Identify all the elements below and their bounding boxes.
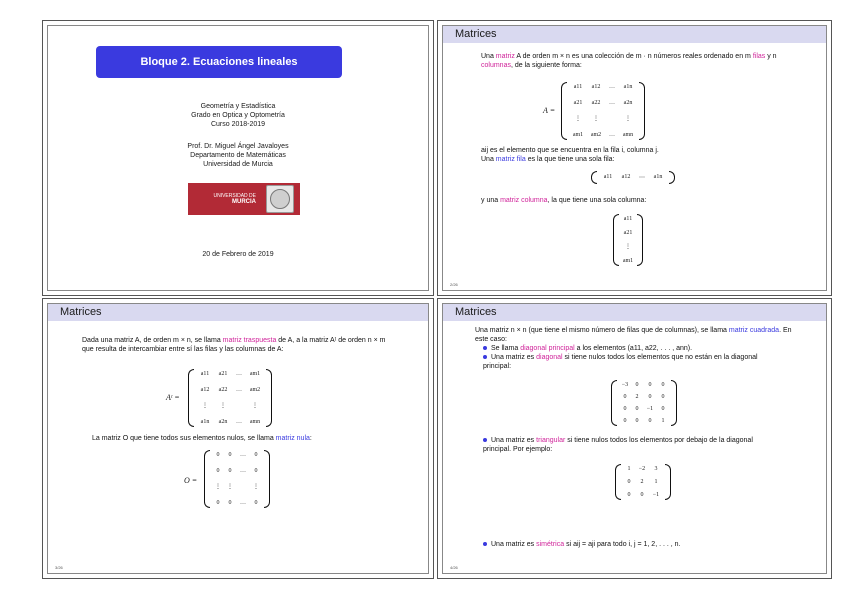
page-number: 4/26 <box>450 565 458 570</box>
matrix-a <box>561 82 645 140</box>
matrix-cell: ⋮ <box>202 403 208 410</box>
matrix-cell: a11 <box>603 174 613 180</box>
matrix-cell: ⋮ <box>227 484 233 491</box>
university-line: Universidad de Murcia <box>203 161 273 168</box>
matrix-cell: 0 <box>228 499 232 506</box>
matrix-cell: a2n <box>623 99 633 106</box>
matrix-cell: a21 <box>623 229 633 236</box>
matrix-cell: ⋮ <box>625 244 631 251</box>
slide-matrices-2 <box>42 298 434 579</box>
slide-frame <box>442 25 827 291</box>
paragraph-row-matrix: Una matriz fila es la que tiene una sola fila: <box>481 156 615 163</box>
keyword-diagonal-principal: diagonal principal <box>520 345 575 352</box>
bullet-diagonal-principal: Se llama diagonal principal a los elementos (a11, a22, . . . , ann). <box>483 344 793 353</box>
seal-icon <box>266 185 294 213</box>
matrix-cell: 0 <box>216 452 220 458</box>
bullet-icon <box>483 542 487 546</box>
matrix-cell: −2 <box>638 466 646 472</box>
paragraph-null-matrix: La matriz O que tiene todos sus elementos nulos, se llama matriz nula: <box>92 435 312 442</box>
matrix-cell: am2 <box>590 131 602 138</box>
matrix-cell: 0 <box>661 394 665 400</box>
slide-frame <box>47 25 429 291</box>
matrix-cell: … <box>609 131 615 138</box>
matrix-cell: 0 <box>228 467 232 474</box>
matrix-cell: 0 <box>254 499 258 506</box>
matrix-cell: 0 <box>648 418 652 424</box>
matrix-cell: a12 <box>621 174 631 180</box>
logo-line-2: MURCIA <box>232 199 256 205</box>
slide-matrices-3 <box>437 298 832 579</box>
matrix-cell: ⋮ <box>575 116 581 123</box>
matrix-a-label: A = <box>543 106 556 115</box>
matrix-o <box>204 450 270 508</box>
matrix-cell: 0 <box>228 452 232 458</box>
keyword-columnas: columnas <box>481 62 511 69</box>
matrix-cell: 1 <box>654 479 658 485</box>
slide-title <box>42 20 434 296</box>
matrix-cell: 0 <box>254 452 258 458</box>
matrix-triangular <box>615 464 671 500</box>
bullet-diagonal: Una matriz es diagonal si tiene nulos todos los elementos que no están en la diagonal principal: <box>483 354 758 370</box>
matrix-cell: ⋮ <box>220 403 226 410</box>
bullet-icon <box>483 438 487 442</box>
slide-frame <box>442 303 827 574</box>
matrix-cell: … <box>236 386 242 393</box>
matrix-cell: 0 <box>648 394 652 400</box>
matrix-cell: ⋮ <box>252 403 258 410</box>
paragraph-definition: Una matriz A de orden m × n es una colección de m · n números reales ordenado en m filas y n columnas, de la siguiente forma: <box>481 53 777 69</box>
matrix-cell: ⋯ <box>639 175 645 181</box>
matrix-cell: amn <box>249 418 261 425</box>
matrix-cell: a11 <box>573 84 583 90</box>
matrix-cell: 0 <box>640 492 644 498</box>
date-line: 20 de Febrero de 2019 <box>202 251 274 258</box>
matrix-cell: a1n <box>200 418 210 425</box>
matrix-cell <box>236 483 250 490</box>
matrix-cell: 1 <box>661 418 665 424</box>
slide-header: Matrices <box>443 304 826 321</box>
matrix-cell: a2n <box>218 418 228 425</box>
matrix-cell: … <box>240 499 246 506</box>
matrix-cell: a22 <box>591 99 601 106</box>
paragraph-element: aij es el elemento que se encuentra en la fila i, columna j. <box>481 147 659 154</box>
matrix-cell: ⋮ <box>625 116 631 123</box>
page-number: 2/26 <box>450 282 458 287</box>
matrix-cell: a12 <box>200 386 210 393</box>
keyword-diagonal: diagonal <box>536 354 563 361</box>
matrix-cell: am1 <box>572 131 584 138</box>
matrix-cell: a21 <box>218 371 228 377</box>
keyword-matriz-cuadrada: matriz cuadrada <box>728 327 780 334</box>
matrix-cell: … <box>609 99 615 106</box>
bullet-icon <box>483 355 487 359</box>
bullet-triangular: Una matriz es triangular si tiene nulos todos los elementos por debajo de la diagonal principal. Por ejemplo: <box>483 437 753 453</box>
matrix-cell: … <box>609 84 615 90</box>
matrix-cell: 1 <box>627 466 631 472</box>
keyword-simetrica: simétrica <box>536 541 565 548</box>
subject-line: Geometría y Estadística <box>200 103 276 110</box>
matrix-cell: a12 <box>591 84 601 90</box>
keyword-filas: filas <box>752 53 766 60</box>
keyword-matriz-columna: matriz columna <box>500 197 548 204</box>
keyword-matriz-traspuesta: matriz traspuesta <box>222 337 277 344</box>
keyword-matriz: matriz <box>495 53 515 60</box>
slide-matrices-1 <box>437 20 832 296</box>
paragraph-square-matrix: Una matriz n × n (que tiene el mismo número de filas que de columnas), se llama matriz cuadrada. En este caso: <box>475 327 792 343</box>
matrix-cell: 2 <box>640 479 644 485</box>
degree-line: Grado en Optica y Optometría <box>191 112 285 119</box>
matrix-cell: 0 <box>635 406 639 412</box>
matrix-cell: 3 <box>654 466 658 472</box>
matrix-at <box>188 369 272 427</box>
title-box: Bloque 2. Ecuaciones lineales <box>96 46 342 78</box>
paragraph-transpose: Dada una matriz A, de orden m × n, se llama matriz traspuesta de A, a la matriz Aᵗ de orden n × m que resulta de intercambiar entre sí las filas y las columnas de A: <box>82 337 386 353</box>
page-number: 3/26 <box>55 565 63 570</box>
matrix-cell: a1n <box>623 84 633 90</box>
matrix-cell: 0 <box>623 418 627 424</box>
matrix-cell: a11 <box>623 216 633 222</box>
matrix-cell: ⋮ <box>593 116 599 123</box>
matrix-cell: 0 <box>216 467 220 474</box>
matrix-cell: −1 <box>652 492 660 498</box>
keyword-matriz-nula: matriz nula <box>275 435 310 442</box>
matrix-cell: 0 <box>254 467 258 474</box>
slide-frame <box>47 303 429 574</box>
matrix-cell: 0 <box>623 406 627 412</box>
bullet-symmetric: Una matriz es simétrica si aij = aji para todo i, j = 1, 2, . . . , n. <box>483 540 793 549</box>
matrix-cell: … <box>236 418 242 425</box>
matrix-o-label: O = <box>184 476 198 485</box>
course-line: Curso 2018-2019 <box>210 121 266 128</box>
matrix-cell: 0 <box>627 479 631 485</box>
matrix-cell: am2 <box>249 386 261 393</box>
matrix-cell: 0 <box>661 406 665 412</box>
matrix-cell: 0 <box>635 418 639 424</box>
matrix-cell: amn <box>622 131 634 138</box>
matrix-at-label: Aᵗ = <box>166 393 180 402</box>
matrix-cell: a21 <box>573 99 583 106</box>
matrix-cell: 0 <box>623 394 627 400</box>
matrix-cell: 0 <box>216 499 220 506</box>
university-logo <box>188 183 300 215</box>
matrix-cell: am1 <box>622 257 634 264</box>
matrix-cell <box>605 115 619 122</box>
matrix-cell: 2 <box>635 394 639 400</box>
matrix-cell: ⋮ <box>215 484 221 491</box>
keyword-matriz-fila: matriz fila <box>495 156 526 163</box>
matrix-cell: 0 <box>627 492 631 498</box>
slide-header: Matrices <box>443 26 826 43</box>
matrix-cell: −1 <box>646 406 654 412</box>
matrix-cell: 0 <box>635 382 639 388</box>
keyword-triangular: triangular <box>536 437 566 444</box>
matrix-cell: 0 <box>661 382 665 388</box>
matrix-cell: a1n <box>653 174 663 180</box>
matrix-cell: … <box>236 371 242 377</box>
matrix-cell: … <box>240 452 246 458</box>
department-line: Departamento de Matemáticas <box>190 152 286 159</box>
matrix-cell: am1 <box>249 371 261 377</box>
author-line: Prof. Dr. Miguel Ángel Javaloyes <box>187 143 289 150</box>
matrix-cell: … <box>240 467 246 474</box>
matrix-cell: a22 <box>218 386 228 393</box>
matrix-diagonal <box>611 380 677 426</box>
row-matrix <box>591 171 675 184</box>
matrix-cell: ⋮ <box>253 484 259 491</box>
logo-text <box>192 193 256 205</box>
logo-line-1: UNIVERSIDAD DE <box>213 193 256 199</box>
matrix-cell: 0 <box>648 382 652 388</box>
bullet-icon <box>483 346 487 350</box>
matrix-cell: −3 <box>621 382 629 388</box>
paragraph-column-matrix: y una matriz columna, la que tiene una sola columna: <box>481 197 647 204</box>
matrix-cell <box>232 402 246 409</box>
column-matrix <box>613 214 643 266</box>
matrix-cell: a11 <box>200 371 210 377</box>
slide-header: Matrices <box>48 304 428 321</box>
